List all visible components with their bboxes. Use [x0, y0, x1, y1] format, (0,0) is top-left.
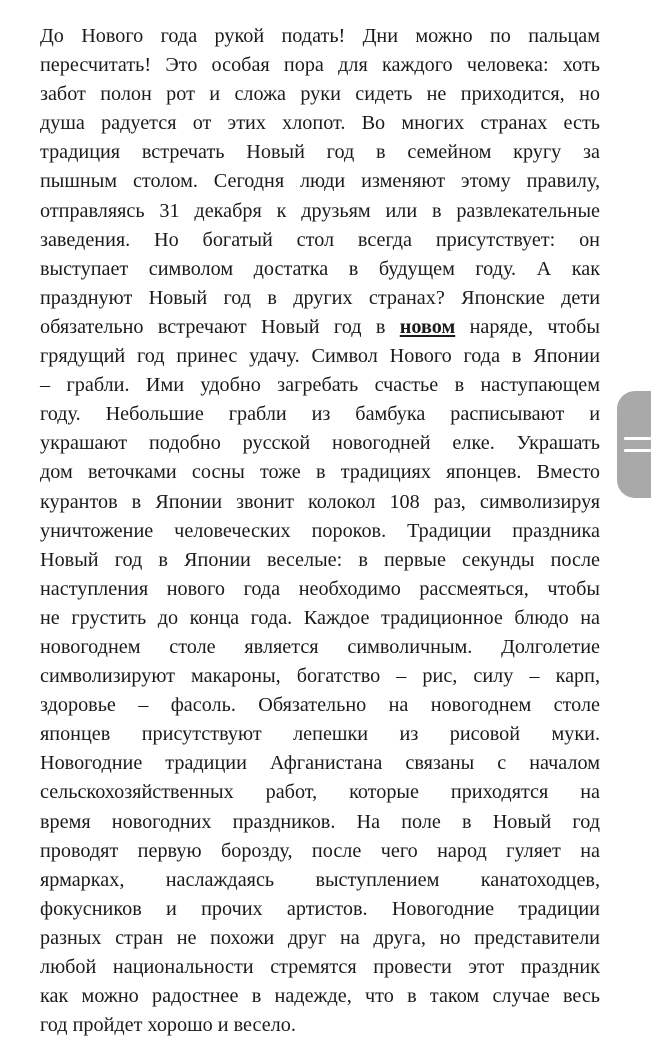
menu-lines-icon	[624, 449, 651, 452]
text-line: пересчитать! Это особая пора для каждого человека: хоть	[40, 54, 600, 77]
text-line: – грабли. Ими удобно загребать счастье в наступающем	[40, 374, 600, 397]
text-line: время новогодних праздников. На поле в Новый год	[40, 810, 600, 833]
text-line: Новый год в Японии веселые: в первые секунды после	[40, 548, 600, 571]
text-line: год пройдет хорошо и весело.	[40, 1014, 296, 1037]
text-line: ярмарках, наслаждаясь выступлением канатоходцев,	[40, 868, 600, 891]
text-line: До Нового года рукой подать! Дни можно по пальцам	[40, 25, 600, 47]
text-line: наступления нового года необходимо рассмеяться, чтобы	[40, 577, 600, 600]
text-line: душа радуется от этих хлопот. Во многих странах есть	[40, 112, 600, 135]
text-line: здоровье – фасоль. Обязательно на новогоднем столе	[40, 694, 600, 717]
text-line: грядущий год принес удачу. Символ Нового года в Японии	[40, 345, 600, 368]
text-line: выступает символом достатка в будущем году. А как	[40, 257, 600, 280]
side-menu-tab[interactable]	[617, 391, 651, 498]
text-line: разных стран не похожи друг на друга, но представители	[40, 926, 600, 949]
text-line: отправляясь 31 декабря к друзьям или в развлекательные	[40, 199, 600, 222]
document-body	[40, 22, 600, 1040]
text-line: проводят первую борозду, после чего народ гуляет на	[40, 839, 600, 862]
text-line: как можно радостнее в надежде, что в таком случае весь	[40, 985, 600, 1008]
text-line: сельскохозяйственных работ, которые приходятся на	[40, 781, 600, 804]
text-segment: обязательно встречают Новый год в	[40, 315, 400, 338]
text-line: традиция встречать Новый год в семейном кругу за	[40, 141, 600, 164]
text-line: фокусников и прочих артистов. Новогодние традиции	[40, 897, 600, 920]
text-segment: наряде, чтобы	[455, 315, 600, 338]
text-line: Новогодние традиции Афганистана связаны с началом	[40, 752, 600, 775]
text-line: любой национальности стремятся провести этот праздник	[40, 956, 600, 978]
text-line: украшают подобно русской новогодней елке. Украшать	[40, 432, 600, 455]
text-line: курантов в Японии звонит колокол 108 раз, символизируя	[40, 490, 600, 513]
text-line: не грустить до конца года. Каждое традиционное блюдо на	[40, 606, 600, 629]
text-line: символизируют макароны, богатство – рис, силу – карп,	[40, 665, 600, 688]
menu-lines-icon	[624, 437, 651, 440]
text-line: пышным столом. Сегодня люди изменяют этому правилу,	[40, 170, 600, 193]
text-line: году. Небольшие грабли из бамбука расписывают и	[40, 403, 600, 426]
text-line: уничтожение человеческих пороков. Традиции праздника	[40, 519, 600, 542]
text-line: заведения. Но богатый стол всегда присутствует: он	[40, 228, 600, 251]
text-line: новогоднем столе является символичным. Долголетие	[40, 635, 600, 658]
text-line: японцев присутствуют лепешки из рисовой муки.	[40, 723, 600, 746]
text-line-with-emphasis	[40, 313, 600, 342]
text-line: празднуют Новый год в других странах? Японские дети	[40, 286, 600, 309]
text-line: дом веточками сосны тоже в традициях японцев. Вместо	[40, 461, 600, 484]
text-line: забот полон рот и сложа руки сидеть не приходится, но	[40, 83, 600, 106]
emphasized-word: новом	[399, 315, 456, 338]
